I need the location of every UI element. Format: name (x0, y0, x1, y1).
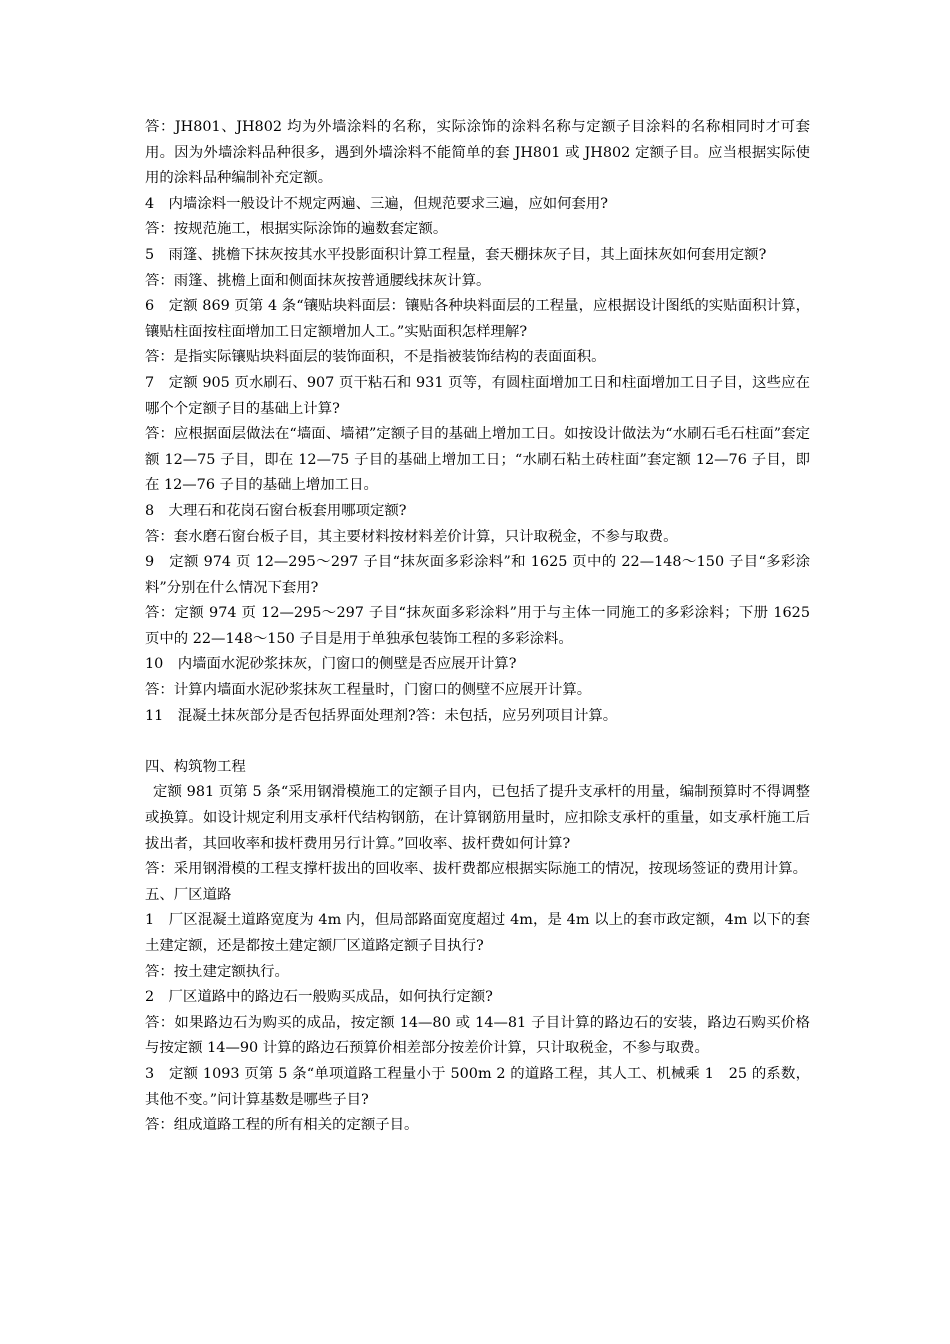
question-paragraph: 4 内墙涂料一般设计不规定两遍、三遍，但规范要求三遍，应如何套用? (145, 195, 608, 212)
answer-paragraph: 答：如果路边石为购买的成品，按定额 14—80 或 14—81 子目计算的路边石的安装，路边石购买价格与按定额 14—90 计算的路边石预算价相差部分按差价计算，只计取税金，不参与取费。 (145, 1014, 810, 1057)
section-heading: 四、构筑物工程 (145, 758, 246, 775)
question-paragraph: 6 定额 869 页第 4 条“镶贴块料面层：镶贴各种块料面层的工程量，应根据设计图纸的实贴面积计算，镶贴柱面按柱面增加工日定额增加人工。”实贴面积怎样理解? (145, 298, 810, 340)
answer-paragraph: 答：按土建定额执行。 (145, 963, 289, 980)
answer-paragraph: 答：是指实际镶贴块料面层的装饰面积，不是指被装饰结构的表面面积。 (145, 349, 606, 366)
paragraph-spacer (145, 729, 810, 755)
answer-paragraph: 答：JH801、JH802 均为外墙涂料的名称，实际涂饰的涂料名称与定额子目涂料的名称相同时才可套用。因为外墙涂料品种很多，遇到外墙涂料不能简单的套 JH801 或 JH802 定额子目。应当根据实际使用的涂料品种编制补充定额。 (145, 119, 810, 187)
question-paragraph: 11 混凝土抹灰部分是否包括界面处理剂?答：未包括，应另列项目计算。 (145, 707, 618, 724)
answer-paragraph: 答：按规范施工，根据实际涂饰的遍数套定额。 (145, 221, 448, 238)
question-paragraph: 定额 981 页第 5 条“采用钢滑模施工的定额子目内，已包括了提升支承杆的用量，编制预算时不得调整或换算。如设计规定利用支承杆代结构钢筋，在计算钢筋用量时，应扣除支承杆的重量，如支承杆施工后拔出者，其回收率和拔杆费用另行计算。”回收率、拔杆费如何计算? (145, 784, 810, 852)
question-paragraph: 9 定额 974 页 12—295～297 子目“抹灰面多彩涂料”和 1625 页中的 22—148～150 子目“多彩涂料”分别在什么情况下套用? (145, 554, 810, 596)
answer-paragraph: 答：雨篷、挑檐上面和侧面抹灰按普通腰线抹灰计算。 (145, 272, 491, 289)
answer-paragraph: 答：套水磨石窗台板子目，其主要材料按材料差价计算，只计取税金，不参与取费。 (145, 528, 678, 545)
answer-paragraph: 答：定额 974 页 12—295～297 子目“抹灰面多彩涂料”用于与主体一同施工的多彩涂料；下册 1625 页中的 22—148～150 子目是用于单独承包装饰工程的多彩涂料。 (145, 605, 810, 647)
question-paragraph: 2 厂区道路中的路边石一般购买成品，如何执行定额? (145, 989, 493, 1006)
question-paragraph: 10 内墙面水泥砂浆抹灰，门窗口的侧壁是否应展开计算? (145, 656, 517, 673)
answer-paragraph: 答：组成道路工程的所有相关的定额子目。 (145, 1117, 419, 1134)
document-body (145, 115, 810, 1139)
section-heading: 五、厂区道路 (145, 886, 232, 903)
question-paragraph: 1 厂区混凝土道路宽度为 4m 内，但局部路面宽度超过 4m，是 4m 以上的套市政定额，4m 以下的套土建定额，还是都按土建定额厂区道路定额子目执行? (145, 912, 810, 954)
answer-paragraph: 答：应根据面层做法在“墙面、墙裙”定额子目的基础上增加工日。如按设计做法为“水刷石毛石柱面”套定额 12—75 子目，即在 12—75 子目的基础上增加工日；“水刷石粘土砖柱面”套定额 12—76 子目，即在 12—76 子目的基础上增加工日。 (145, 426, 810, 494)
question-paragraph: 7 定额 905 页水刷石、907 页干粘石和 931 页等，有圆柱面增加工日和柱面增加工日子目，这些应在哪个个定额子目的基础上计算? (145, 374, 810, 417)
question-paragraph: 5 雨篷、挑檐下抹灰按其水平投影面积计算工程量，套天棚抹灰子目，其上面抹灰如何套用定额? (145, 246, 767, 263)
question-paragraph: 8 大理石和花岗石窗台板套用哪项定额? (145, 502, 407, 519)
answer-paragraph: 答：计算内墙面水泥砂浆抹灰工程量时，门窗口的侧壁不应展开计算。 (145, 682, 592, 699)
question-paragraph: 3 定额 1093 页第 5 条“单项道路工程量小于 500m 2 的道路工程，其人工、机械乘 1 25 的系数，其他不变。”问计算基数是哪些子目? (145, 1065, 810, 1108)
answer-paragraph: 答：采用钢滑模的工程支撑杆拔出的回收率、拔杆费都应根据实际施工的情况，按现场签证的费用计算。 (145, 861, 807, 878)
